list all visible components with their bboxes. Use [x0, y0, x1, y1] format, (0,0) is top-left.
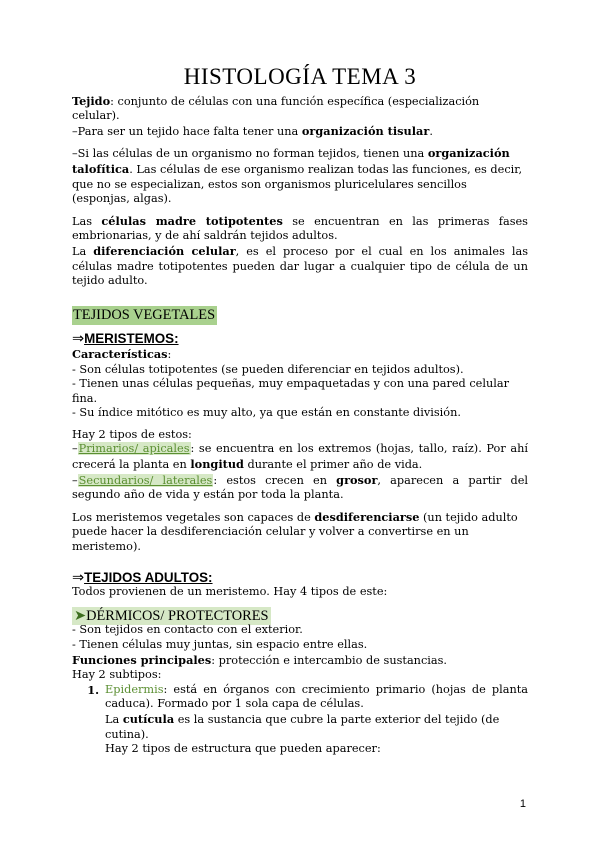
adultos-intro: Todos provienen de un meristemo. Hay 4 tipos de este: [72, 585, 388, 599]
page-number: 1 [519, 798, 526, 810]
estructura-line: Hay 2 tipos de estructura que pueden aparecer: [105, 742, 381, 756]
totipotentes-paragraph: Las células madre totipotentes se encuentran en las primeras fases embrionarias, y de ahí saldrán tejidos adultos. [72, 213, 528, 243]
list-item: - Tienen células muy juntas, sin espacio entre ellas. [72, 638, 368, 651]
arrowhead-icon: ➤ [74, 607, 87, 624]
cuticula-line: La cutícula es la sustancia que cubre la parte exterior del tejido (de cutina). [105, 711, 500, 741]
funciones-line: Funciones principales: protección e intercambio de sustancias. [72, 652, 448, 667]
tejidos-adultos-heading: ⇒TEJIDOS ADULTOS: [72, 569, 213, 586]
arrow-icon: ⇒ [72, 331, 85, 348]
primarios-item: –Primarios/ apicales: se encuentra en los extremos (hojas, tallo, raíz). Por ahí crecerá la planta en longitud durante el primer año de vida. [72, 442, 528, 472]
secundarios-item: –Secundarios/ laterales: estos crecen en grosor, aparecen a partir del segundo año de vida y están por toda la planta. [72, 472, 528, 502]
tipos-intro: Hay 2 tipos de estos: [72, 427, 192, 441]
dermicos-heading: ➤DÉRMICOS/ PROTECTORES [74, 607, 269, 624]
arrow-icon: ⇒ [72, 569, 85, 586]
tejido-requirement: –Para ser un tejido hace falta tener una organización tisular. [72, 123, 433, 138]
list-item: - Son tejidos en contacto con el exterior. [72, 623, 303, 637]
meristemos-heading: ⇒MERISTEMOS: [72, 331, 179, 348]
talofitica-paragraph: –Si las células de un organismo no forman tejidos, tienen una organización talofítica. Las células de ese organismo realizan todas las funciones, es decir, que no se especializan, estos son organismos pluricelulares sencillos (esponjas, algas). [72, 146, 523, 206]
subtipos-line: Hay 2 subtipos: [72, 668, 162, 682]
desdiferenciacion-paragraph: Los meristemos vegetales son capaces de desdiferenciarse (un tejido adulto puede hacer la desdiferenciación celular y volver a convertirse en un meristemo). [72, 509, 518, 554]
page-title: HISTOLOGÍA TEMA 3 [183, 64, 417, 89]
list-item: - Su índice mitótico es muy alto, ya que están en constante división. [72, 406, 461, 420]
list-item: - Tienen unas células pequeñas, muy empaquetadas y con una pared celular fina. [72, 377, 509, 405]
list-item: 1. Epidermis: está en órganos con crecimiento primario (hojas de planta caduca). Formado por 1 sola capa de células. [87, 682, 528, 711]
tejido-definition: Tejido: conjunto de células con una función específica (especialización celular). [72, 93, 480, 123]
document-page [72, 64, 528, 757]
subtipos-list [72, 683, 528, 757]
tejidos-vegetales-heading: TEJIDOS VEGETALES [73, 306, 216, 323]
caracteristicas-label: Características: [72, 346, 172, 361]
list-item: - Son células totipotentes (se pueden diferenciar en tejidos adultos). [72, 362, 464, 376]
diferenciacion-paragraph: La diferenciación celular, es el proceso por el cual en los animales las células madre totipotentes pueden dar lugar a cualquier tipo de célula de un tejido adulto. [72, 243, 528, 288]
tejido-term: Tejido [72, 93, 111, 108]
